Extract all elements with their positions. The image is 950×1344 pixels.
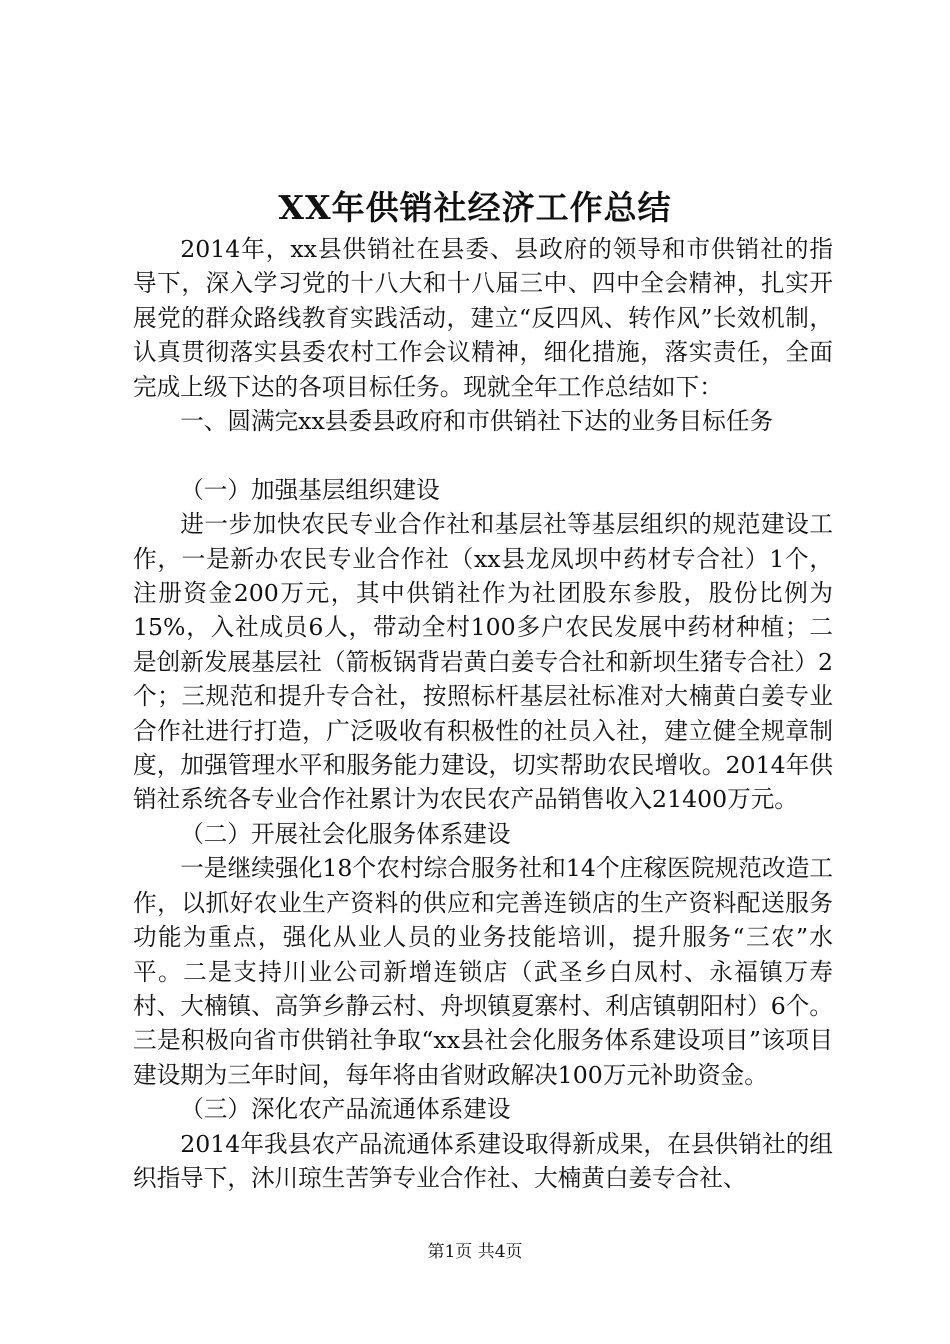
section-1-heading: 一、圆满完xx县委县政府和市供销社下达的业务目标任务	[180, 407, 774, 436]
subsection-2-heading: （二）开展社会化服务体系建设	[180, 819, 511, 848]
subsection-3-heading: （三）深化农产品流通体系建设	[180, 1095, 511, 1124]
subsection-1-paragraph: 进一步加快农民专业合作社和基层社等基层组织的规范建设工作，一是新办农民专业合作社（xx县龙凤坝中药材专合社）1个，注册资金200万元，其中供销社作为社团股东参股，股份比例为15%，入社成员6人，带动全村100多户农民发展中药材种植；二是创新发展基层社（箭板锅背岩黄白姜专合社和新坝生猪专合社）2个；三规范和提升专合社，按照标杆基层社标准对大楠黄白姜专业合作社进行打造，广泛吸收有积极性的社员入社，建立健全规章制度，加强管理水平和服务能力建设，切实帮助农民增收。2014年供销社系统各专业合作社累计为农民农产品销售收入21400万元。	[133, 510, 833, 814]
subsection-3-paragraph: 2014年我县农产品流通体系建设取得新成果，在县供销社的组织指导下，沐川琼生苦笋专业合作社、大楠黄白姜专合社、	[133, 1129, 833, 1192]
page-number-footer: 第1页 共4页	[427, 1242, 523, 1262]
document-title: XX年供销社经济工作总结	[278, 188, 672, 227]
subsection-1-heading: （一）加强基层组织建设	[180, 475, 440, 504]
intro-paragraph: 2014年，xx县供销社在县委、县政府的领导和市供销社的指导下，深入学习党的十八大和十八届三中、四中全会精神，扎实开展党的群众路线教育实践活动，建立“反四风、转作风”长效机制，认真贯彻落实县委农村工作会议精神，细化措施，落实责任，全面完成上级下达的各项目标任务。现就全年工作总结如下：	[133, 235, 833, 401]
subsection-2-paragraph: 一是继续强化18个农村综合服务社和14个庄稼医院规范改造工作，以抓好农业生产资料的供应和完善连锁店的生产资料配送服务功能为重点，强化从业人员的业务技能培训，提升服务“三农”水平。二是支持川业公司新增连锁店（武圣乡白凤村、永福镇万寿村、大楠镇、高笋乡静云村、舟坝镇夏寨村、利店镇朝阳村）6个。三是积极向省市供销社争取“xx县社会化服务体系建设项目”该项目建设期为三年时间，每年将由省财政解决100万元补助资金。	[133, 854, 833, 1089]
document-body	[133, 232, 833, 1195]
